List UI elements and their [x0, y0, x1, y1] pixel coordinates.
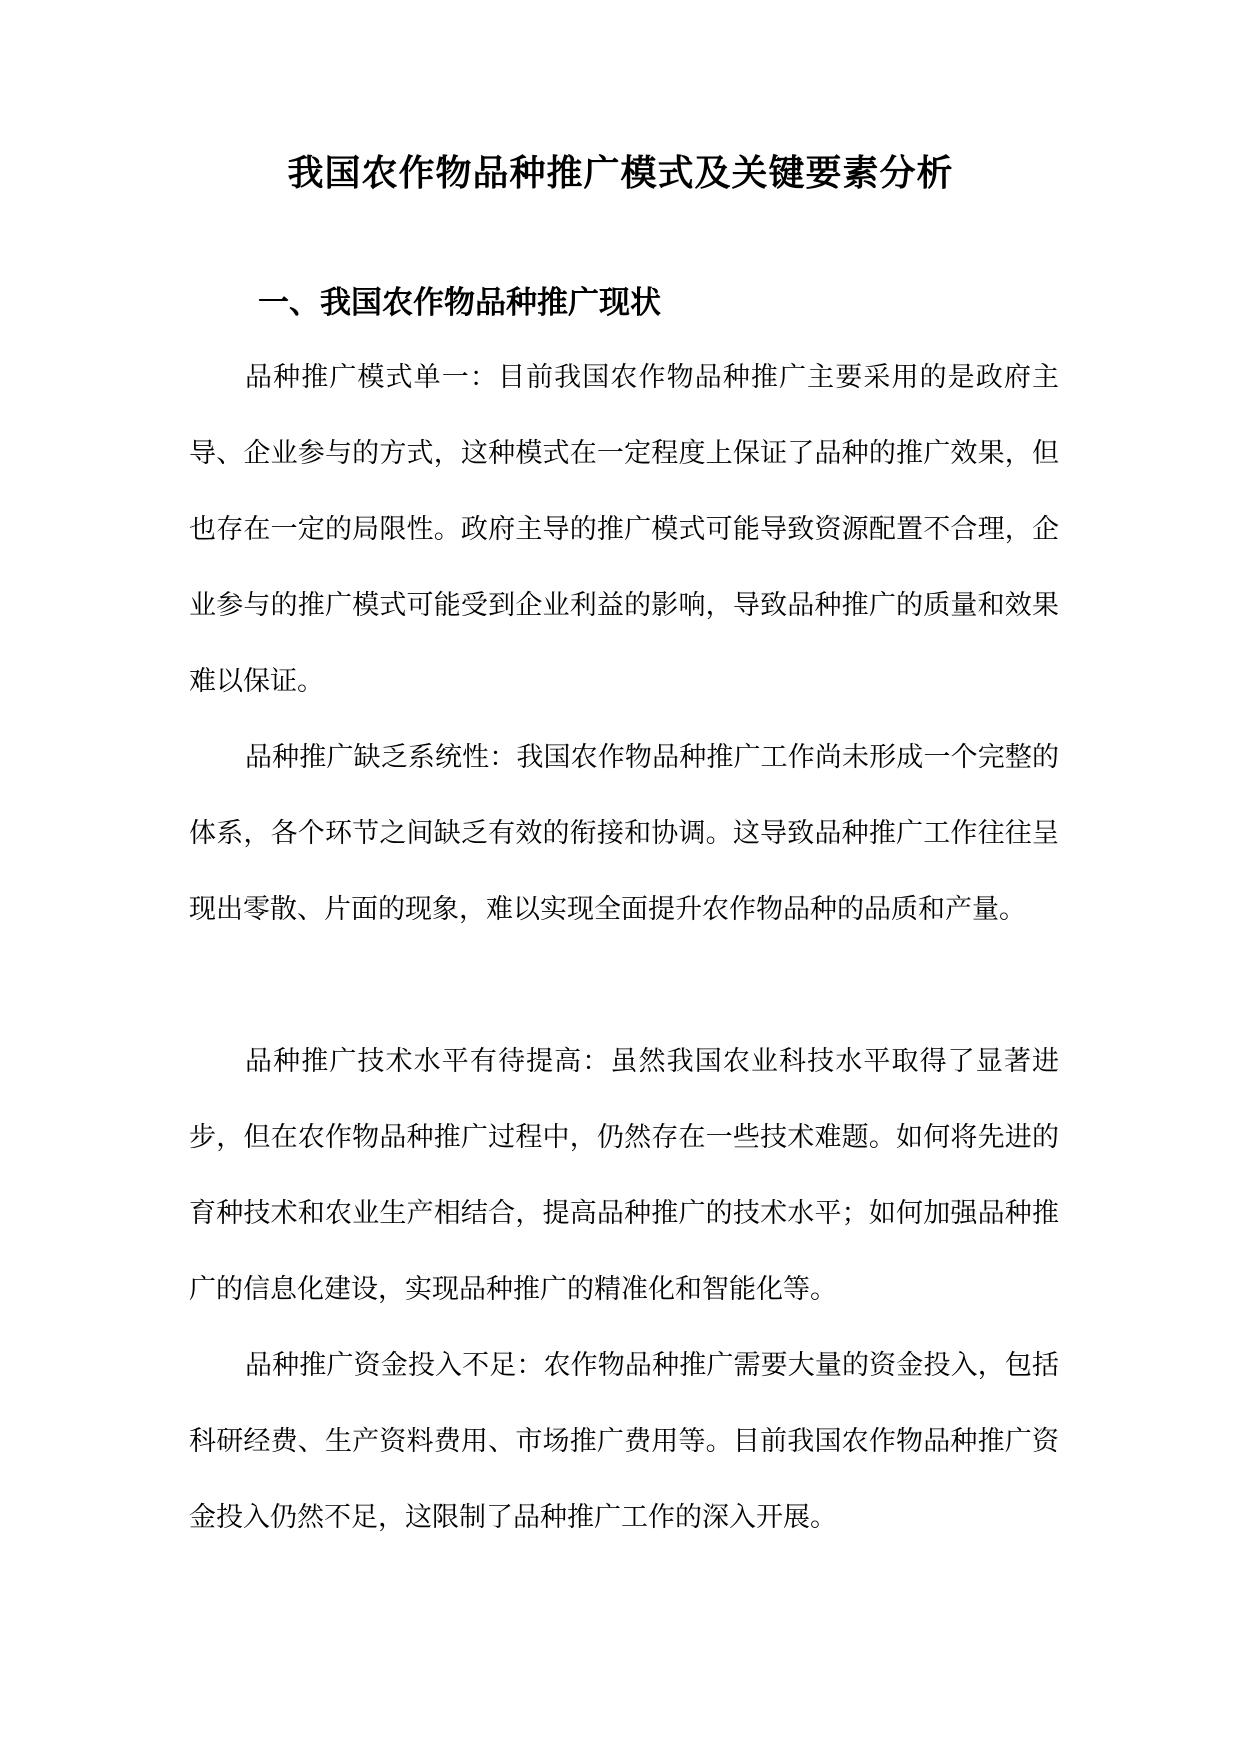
section-heading: 一、我国农作物品种推广现状 — [258, 285, 661, 321]
paragraph: 品种推广资金投入不足：农作物品种推广需要大量的资金投入，包括科研经费、生产资料费用、市场推广费用等。目前我国农作物品种推广资金投入仍然不足，这限制了品种推广工作的深入开展。 — [189, 1350, 1059, 1533]
paragraph-block — [189, 720, 1059, 948]
paragraph: 品种推广技术水平有待提高：虽然我国农业科技水平取得了显著进步，但在农作物品种推广过程中，仍然存在一些技术难题。如何将先进的育种技术和农业生产相结合，提高品种推广的技术水平；如何加强品种推广的信息化建设，实现品种推广的精准化和智能化等。 — [189, 1046, 1059, 1305]
paragraph-block — [189, 340, 1059, 720]
paragraph: 品种推广缺乏系统性：我国农作物品种推广工作尚未形成一个完整的体系，各个环节之间缺乏有效的衔接和协调。这导致品种推广工作往往呈现出零散、片面的现象，难以实现全面提升农作物品种的品质和产量。 — [189, 742, 1059, 925]
document-title: 我国农作物品种推广模式及关键要素分析 — [287, 153, 954, 194]
paragraph: 品种推广模式单一：目前我国农作物品种推广主要采用的是政府主导、企业参与的方式，这种模式在一定程度上保证了品种的推广效果，但也存在一定的局限性。政府主导的推广模式可能导致资源配置不合理，企业参与的推广模式可能受到企业利益的影响，导致品种推广的质量和效果难以保证。 — [189, 362, 1059, 697]
paragraph-block — [189, 1328, 1059, 1556]
paragraph-block — [189, 1024, 1059, 1328]
